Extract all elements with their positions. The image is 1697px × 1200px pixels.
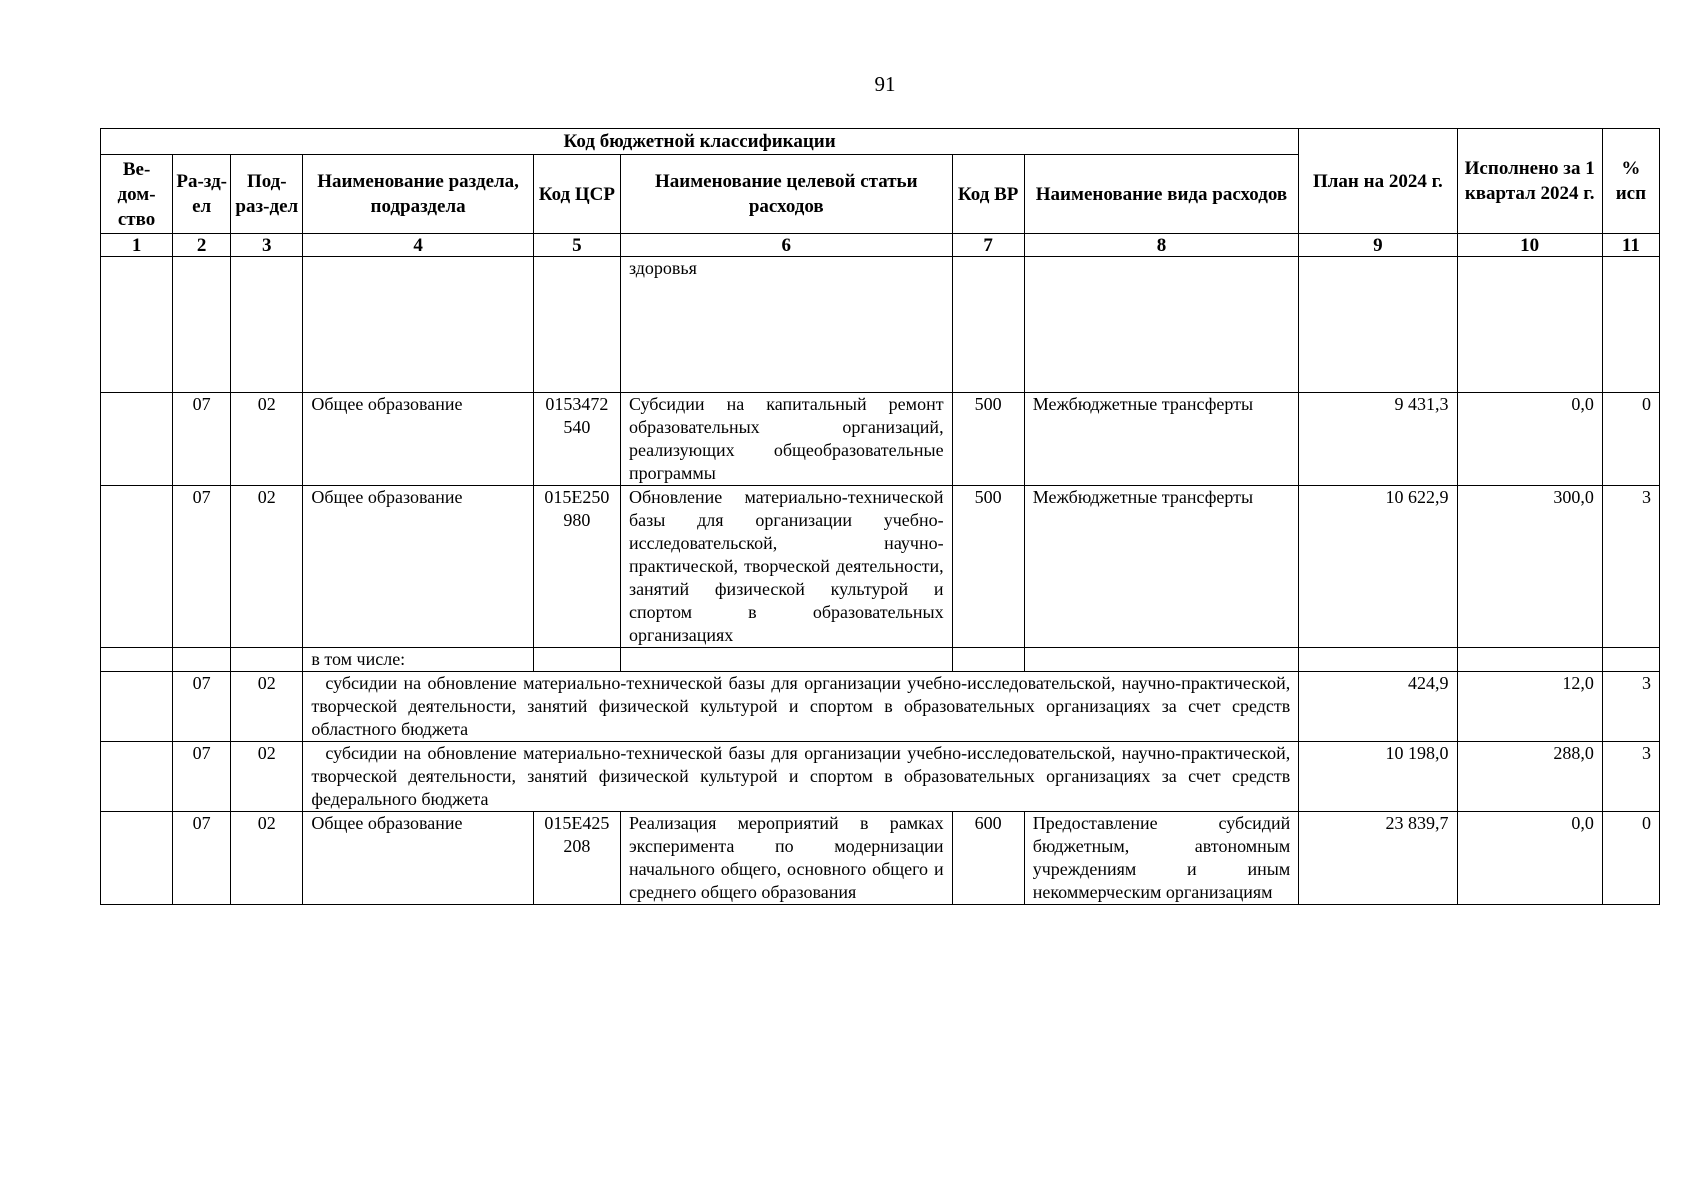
cell-podrazdel: 02 bbox=[231, 672, 303, 742]
cell-subsidy-text: субсидии на обновление материально-технической базы для организации учебно-исследовательской, научно-практической, творческой деятельности, занятий физической культурой и спортом в образовательных организациях за счет средств федерального бюджета bbox=[303, 742, 1299, 812]
cell-vedomstvo bbox=[101, 648, 173, 672]
cell-podrazdel bbox=[231, 257, 303, 393]
header-plan: План на 2024 г. bbox=[1299, 129, 1457, 234]
cell-vedomstvo bbox=[101, 812, 173, 905]
header-vr-name: Наименование вида расходов bbox=[1024, 155, 1299, 234]
cell-razdel bbox=[173, 257, 231, 393]
cell-vr: 500 bbox=[952, 486, 1024, 648]
column-number: 9 bbox=[1299, 234, 1457, 257]
column-number: 11 bbox=[1602, 234, 1659, 257]
cell-razdel-name: Общее образование bbox=[303, 393, 533, 486]
header-group-title: Код бюджетной классификации bbox=[101, 129, 1299, 155]
cell-plan bbox=[1299, 257, 1457, 393]
header-row-numbers bbox=[101, 234, 1660, 257]
header-vedomstvo: Ве-дом-ство bbox=[101, 155, 173, 234]
cell-razdel-name bbox=[303, 257, 533, 393]
cell-executed: 0,0 bbox=[1457, 393, 1602, 486]
budget-table bbox=[100, 128, 1660, 905]
page-number: 91 bbox=[874, 72, 896, 96]
cell-executed bbox=[1457, 648, 1602, 672]
cell-plan: 9 431,3 bbox=[1299, 393, 1457, 486]
cell-vr-name bbox=[1024, 648, 1299, 672]
column-number: 3 bbox=[231, 234, 303, 257]
cell-razdel-name: Общее образование bbox=[303, 486, 533, 648]
table-row-subheading bbox=[101, 648, 1660, 672]
cell-csr bbox=[533, 648, 620, 672]
cell-including-label: в том числе: bbox=[303, 648, 533, 672]
cell-executed bbox=[1457, 257, 1602, 393]
header-executed: Исполнено за 1 квартал 2024 г. bbox=[1457, 129, 1602, 234]
cell-podrazdel: 02 bbox=[231, 393, 303, 486]
cell-csr bbox=[533, 257, 620, 393]
table-row bbox=[101, 486, 1660, 648]
cell-plan: 10 622,9 bbox=[1299, 486, 1457, 648]
cell-executed: 288,0 bbox=[1457, 742, 1602, 812]
cell-percent: 0 bbox=[1602, 812, 1659, 905]
cell-podrazdel bbox=[231, 648, 303, 672]
header-razdel-name: Наименование раздела, подраздела bbox=[303, 155, 533, 234]
cell-csr: 015E425208 bbox=[533, 812, 620, 905]
cell-vedomstvo bbox=[101, 672, 173, 742]
cell-percent: 0 bbox=[1602, 393, 1659, 486]
table-row bbox=[101, 393, 1660, 486]
header-csr: Код ЦСР bbox=[533, 155, 620, 234]
cell-plan: 424,9 bbox=[1299, 672, 1457, 742]
cell-vedomstvo bbox=[101, 486, 173, 648]
cell-executed: 12,0 bbox=[1457, 672, 1602, 742]
cell-percent: 3 bbox=[1602, 742, 1659, 812]
cell-podrazdel: 02 bbox=[231, 486, 303, 648]
cell-percent: 3 bbox=[1602, 486, 1659, 648]
cell-executed: 300,0 bbox=[1457, 486, 1602, 648]
cell-podrazdel: 02 bbox=[231, 812, 303, 905]
column-number: 1 bbox=[101, 234, 173, 257]
cell-vedomstvo bbox=[101, 393, 173, 486]
cell-razdel bbox=[173, 648, 231, 672]
header-podrazdel: Под-раз-дел bbox=[231, 155, 303, 234]
column-number: 10 bbox=[1457, 234, 1602, 257]
cell-vr-name: Межбюджетные трансферты bbox=[1024, 486, 1299, 648]
cell-vr: 600 bbox=[952, 812, 1024, 905]
cell-vedomstvo bbox=[101, 257, 173, 393]
cell-vr bbox=[952, 648, 1024, 672]
cell-plan: 23 839,7 bbox=[1299, 812, 1457, 905]
cell-razdel: 07 bbox=[173, 486, 231, 648]
cell-percent bbox=[1602, 257, 1659, 393]
cell-razdel: 07 bbox=[173, 393, 231, 486]
cell-plan bbox=[1299, 648, 1457, 672]
header-row-group bbox=[101, 129, 1660, 155]
column-number: 8 bbox=[1024, 234, 1299, 257]
cell-vr-name: Межбюджетные трансферты bbox=[1024, 393, 1299, 486]
cell-percent bbox=[1602, 648, 1659, 672]
column-number: 7 bbox=[952, 234, 1024, 257]
cell-vr-name bbox=[1024, 257, 1299, 393]
cell-target-name: Субсидии на капитальный ремонт образовательных организаций, реализующих общеобразовательные программы bbox=[620, 393, 952, 486]
header-razdel: Ра-зд-ел bbox=[173, 155, 231, 234]
table-row bbox=[101, 812, 1660, 905]
cell-csr: 015E250980 bbox=[533, 486, 620, 648]
header-vr: Код ВР bbox=[952, 155, 1024, 234]
column-number: 2 bbox=[173, 234, 231, 257]
cell-percent: 3 bbox=[1602, 672, 1659, 742]
column-number: 4 bbox=[303, 234, 533, 257]
cell-razdel-name: Общее образование bbox=[303, 812, 533, 905]
cell-target-name: Обновление материально-технической базы для организации учебно-исследовательской, научно-практической, творческой деятельности, занятий физической культурой и спортом в образовательных организациях bbox=[620, 486, 952, 648]
column-number: 6 bbox=[620, 234, 952, 257]
cell-csr: 0153472540 bbox=[533, 393, 620, 486]
cell-razdel: 07 bbox=[173, 742, 231, 812]
cell-target-name: Реализация мероприятий в рамках эксперимента по модернизации начального общего, основного общего и среднего общего образования bbox=[620, 812, 952, 905]
header-target-name: Наименование целевой статьи расходов bbox=[620, 155, 952, 234]
cell-executed: 0,0 bbox=[1457, 812, 1602, 905]
cell-razdel: 07 bbox=[173, 812, 231, 905]
cell-vr: 500 bbox=[952, 393, 1024, 486]
cell-vr-name: Предоставление субсидий бюджетным, автономным учреждениям и иным некоммерческим организациям bbox=[1024, 812, 1299, 905]
cell-vedomstvo bbox=[101, 742, 173, 812]
table-row-subsidy bbox=[101, 742, 1660, 812]
cell-razdel: 07 bbox=[173, 672, 231, 742]
cell-plan: 10 198,0 bbox=[1299, 742, 1457, 812]
column-number: 5 bbox=[533, 234, 620, 257]
cell-target-name: здоровья bbox=[620, 257, 952, 393]
table-row-subsidy bbox=[101, 672, 1660, 742]
cell-subsidy-text: субсидии на обновление материально-технической базы для организации учебно-исследовательской, научно-практической, творческой деятельности, занятий физической культурой и спортом в образовательных организациях за счет средств областного бюджета bbox=[303, 672, 1299, 742]
cell-podrazdel: 02 bbox=[231, 742, 303, 812]
cell-vr bbox=[952, 257, 1024, 393]
header-percent: % исп bbox=[1602, 129, 1659, 234]
cell-target-name bbox=[620, 648, 952, 672]
table-row bbox=[101, 257, 1660, 393]
